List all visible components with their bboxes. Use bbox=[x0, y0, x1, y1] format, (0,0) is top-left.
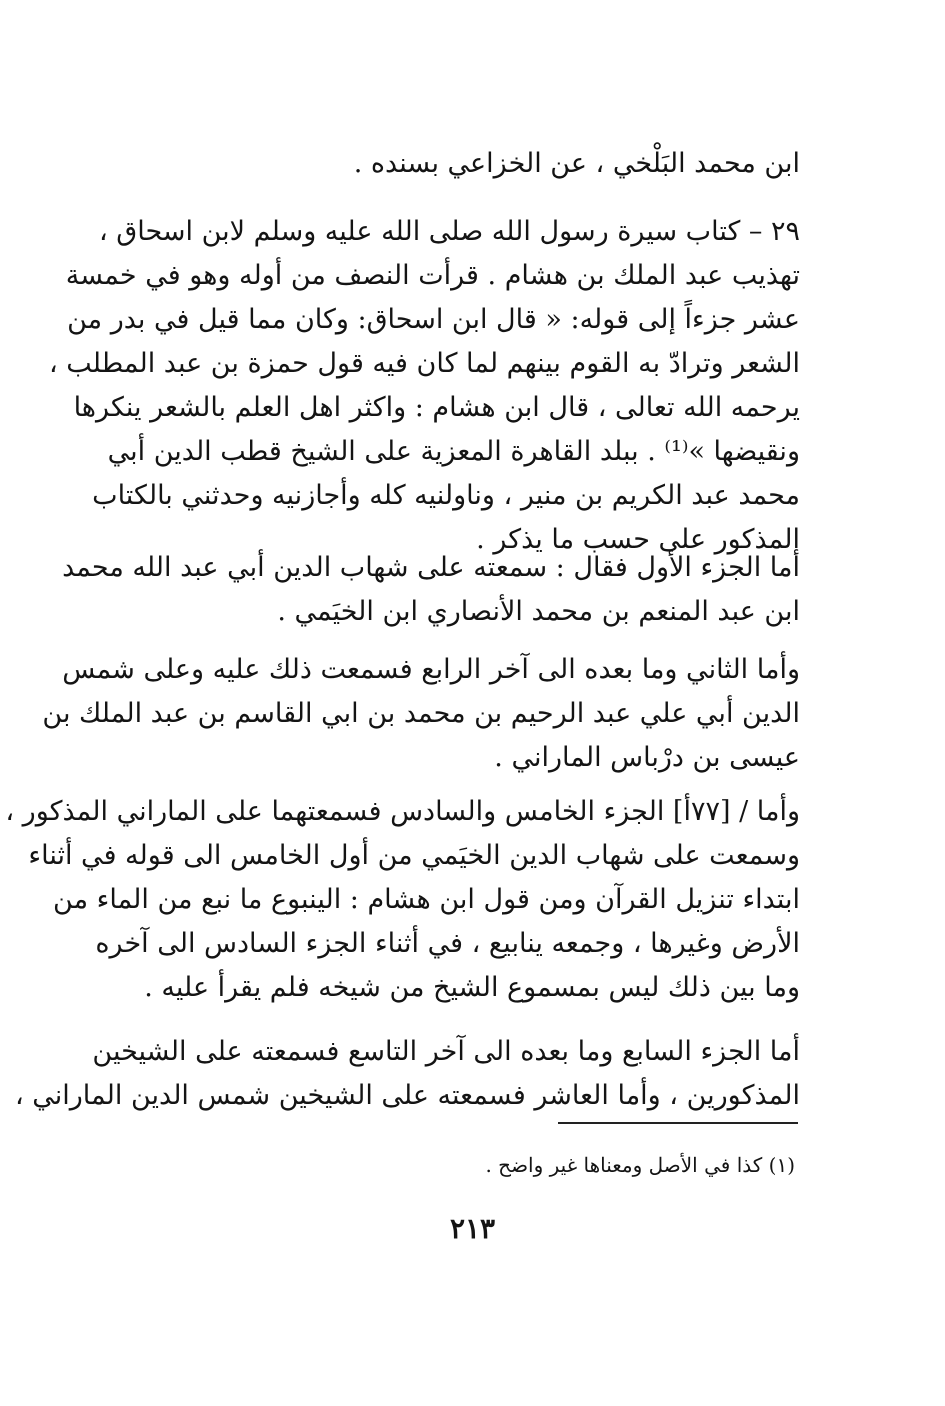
text-line: الأرض وغيرها ، وجمعه ينابيع ، في أثناء الجزء السادس الى آخره bbox=[95, 928, 800, 959]
page-number: ٢١٣ bbox=[449, 1212, 496, 1245]
paragraph-3 bbox=[62, 546, 800, 634]
text-line: ٢٩ – كتاب سيرة رسول الله صلى الله عليه وسلم لابن اسحاق ، bbox=[99, 216, 800, 247]
text-line: وسمعت على شهاب الدين الخيَمي من أول الخامس الى قوله في أثناء bbox=[28, 840, 800, 871]
text-line: ابتداء تنزيل القرآن ومن قول ابن هشام : الينبوع ما نبع من الماء من bbox=[53, 884, 800, 915]
text-line: محمد عبد الكريم بن منير ، وناولنيه كله وأجازنيه وحدثني بالكتاب bbox=[92, 480, 800, 511]
paragraph-2 bbox=[48, 210, 800, 562]
text-line: ونقيضها »⁽¹⁾ . ببلد القاهرة المعزية على الشيخ قطب الدين أبي bbox=[107, 436, 800, 467]
paragraph-5 bbox=[5, 790, 800, 1010]
text-line: الدين أبي علي عبد الرحيم بن محمد بن ابي القاسم بن عبد الملك بن bbox=[42, 698, 800, 729]
text-line: وأما الثاني وما بعده الى آخر الرابع فسمعت ذلك عليه وعلى شمس bbox=[62, 654, 800, 685]
text-line: وأما / [٧٧أ] الجزء الخامس والسادس فسمعتهما على الماراني المذكور ، bbox=[5, 796, 800, 827]
text-line: عشر جزءاً إلى قوله: « قال ابن اسحاق: وكان مما قيل في بدر من bbox=[67, 304, 800, 335]
text-line: عيسى بن درْباس الماراني . bbox=[494, 742, 800, 773]
text-line: وما بين ذلك ليس بمسموع الشيخ من شيخه فلم يقرأ عليه . bbox=[144, 972, 800, 1003]
paragraph-1 bbox=[150, 142, 800, 186]
text-line: المذكورين ، وأما العاشر فسمعته على الشيخين شمس الدين الماراني ، bbox=[14, 1080, 800, 1111]
paragraph-6 bbox=[14, 1030, 800, 1118]
text-line: يرحمه الله تعالى ، قال ابن هشام : واكثر اهل العلم بالشعر ينكرها bbox=[73, 392, 800, 423]
paragraph-4 bbox=[42, 648, 800, 780]
text-line: الشعر وترادّ به القوم بينهم لما كان فيه قول حمزة بن عبد المطلب ، bbox=[48, 348, 800, 379]
text-line: المذكور على حسب ما يذكر . bbox=[476, 524, 800, 555]
text-line: أما الجزء الأول فقال : سمعته على شهاب الدين أبي عبد الله محمد bbox=[62, 552, 800, 583]
text-line: تهذيب عبد الملك بن هشام . قرأت النصف من أوله وهو في خمسة bbox=[65, 260, 800, 291]
text-line: ابن عبد المنعم بن محمد الأنصاري ابن الخيَمي . bbox=[277, 596, 800, 627]
footnote-divider bbox=[558, 1122, 798, 1124]
footnote: (١) كذا في الأصل ومعناها غير واضح . bbox=[485, 1153, 795, 1177]
text-line: أما الجزء السابع وما بعده الى آخر التاسع فسمعته على الشيخين bbox=[92, 1036, 800, 1067]
text-line: ابن محمد البَلْخي ، عن الخزاعي بسنده . bbox=[353, 148, 800, 179]
